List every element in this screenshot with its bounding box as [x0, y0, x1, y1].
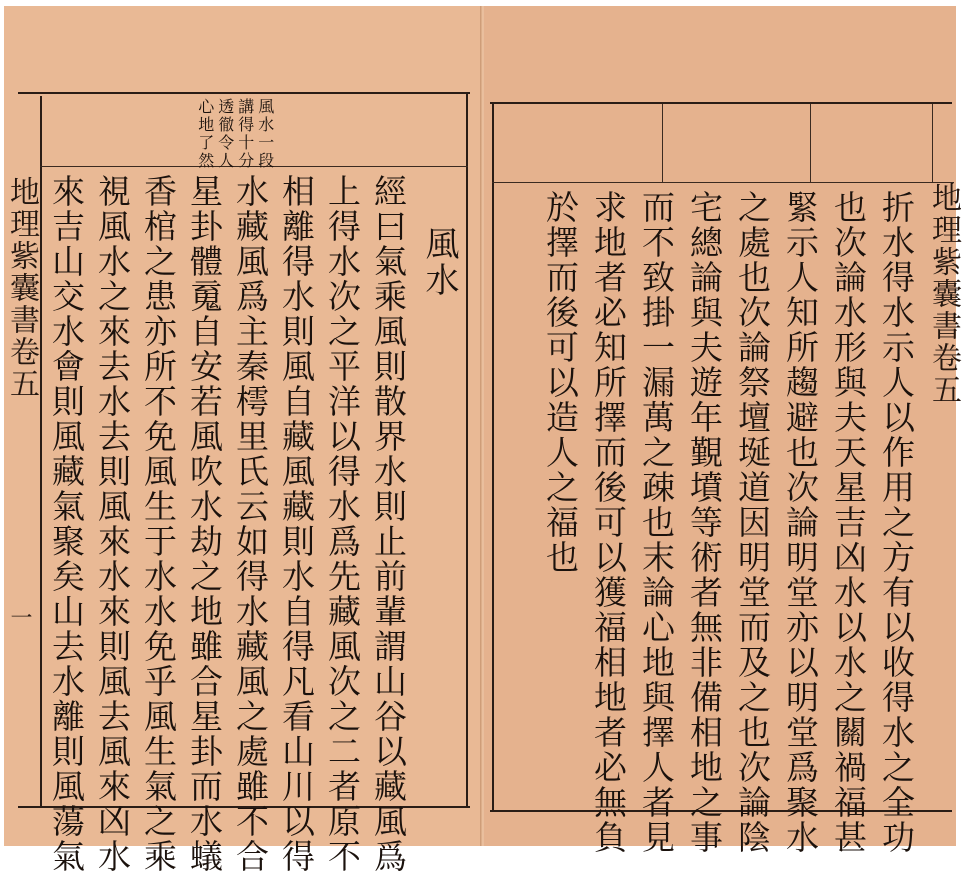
right-text-column-7: 求地者必知所擇而後可以獲福相地者必無負: [589, 190, 628, 855]
left-top-border: [18, 92, 470, 94]
left-page: [4, 6, 482, 874]
right-margin-title: 地理紫囊書卷五: [926, 182, 961, 406]
right-text-column-4: 之處也次論祭壇埏道因明堂而及之也次論陰: [733, 190, 772, 855]
left-text-column-5: 星卦體䰟自安若風吹水劫之地雖合星卦而水蟻: [185, 174, 224, 874]
left-margin-title: 地理紫囊書卷五: [4, 176, 39, 400]
left-text-column-7: 視風水之來去水去則風來水來則風去風來凶水: [93, 174, 132, 874]
header-cell-divider-1: [662, 104, 663, 182]
left-text-column-8: 來吉山交水會則風藏氣聚矣山去水離則風蕩氣: [47, 174, 86, 874]
right-text-column-8: 於擇而後可以造人之福也: [541, 190, 580, 575]
right-header-divider: [492, 182, 954, 183]
left-text-column-6: 香棺之患亦所不免風生于水水免乎風生氣之乘: [139, 174, 178, 874]
right-page: [484, 6, 961, 855]
header-cell-divider-3: [932, 104, 933, 182]
right-text-column-2: 也次論水形與夫天星吉凶水以水之關禍福甚: [829, 190, 868, 855]
header-note-line-3: 透徹令人: [215, 98, 235, 170]
right-text-column-5: 宅總論與夫遊年覲墳等術者無非備相地之事: [685, 190, 724, 855]
open-book: [4, 6, 961, 874]
right-top-border: [490, 102, 952, 104]
left-text-column-1: 經曰氣乘風則散界水則止前輩謂山谷以藏風爲: [369, 174, 408, 874]
header-note-line-4: 心地了然: [195, 98, 215, 170]
left-text-column-4: 水藏風爲主秦樗里氏云如得水藏風之處雖不合: [231, 174, 270, 874]
header-cell-divider-2: [810, 104, 811, 182]
header-note-line-2: 講得十分: [235, 98, 255, 170]
left-outer-rule: [466, 92, 468, 808]
right-text-column-6: 而不致掛一漏萬之疎也末論心地與擇人者見: [637, 190, 676, 855]
right-text-column-3: 緊示人知所趨避也次論明堂亦以明堂爲聚水: [781, 190, 820, 855]
left-text-column-3: 相離得水則風自藏風藏則水自得凡看山川以得: [277, 174, 316, 874]
header-note-line-1: 風水一段: [255, 98, 275, 170]
left-inner-rule: [40, 96, 42, 808]
section-heading: 風水: [419, 226, 459, 298]
left-folio-number: 一: [7, 606, 32, 630]
right-outer-rule: [492, 104, 494, 812]
right-text-column-1: 折水得水示人以作用之方有以收得水之全功: [877, 190, 916, 855]
left-text-column-2: 上得水次之平洋以得水爲先藏風次之二者原不: [323, 174, 362, 874]
